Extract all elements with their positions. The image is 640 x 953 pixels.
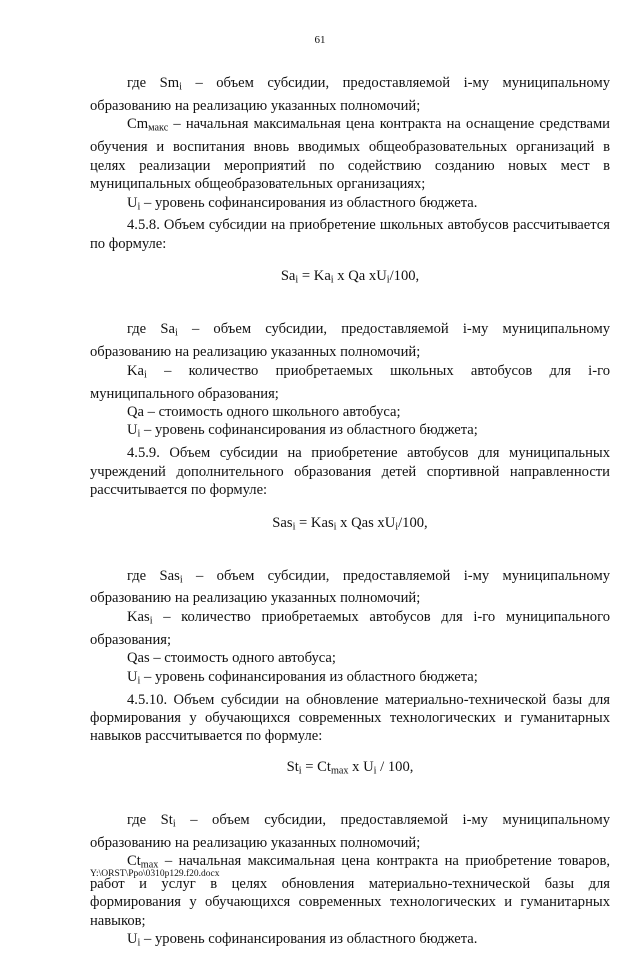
subscript: i bbox=[295, 274, 299, 286]
paragraph bbox=[90, 811, 610, 852]
text-segment: – начальная максимальная цена контракта на оснащение средствами обучения и воспитания вновь вводимых общеобразовательных организаций в целях реализации мероприятий по содействию созданию новых мест в муниципальных общеобразовательных организациях; bbox=[90, 116, 610, 193]
paragraph bbox=[90, 608, 610, 649]
text-segment: где Sm bbox=[127, 75, 180, 91]
text-segment: x U bbox=[348, 758, 374, 775]
text-segment: – уровень софинансирования из областного бюджета. bbox=[140, 931, 478, 948]
text-segment: где Sa bbox=[127, 321, 175, 338]
text-segment: x Qas xU bbox=[336, 514, 396, 531]
text-segment: Qa – стоимость одного школьного автобуса; bbox=[127, 403, 401, 420]
text-segment: 4.5.10. Объем субсидии на обновление материально-технической базы для формирования у обучающихся современных технологических и гуманитарных навыков рассчитывается по формуле: bbox=[90, 691, 610, 745]
paragraph bbox=[90, 421, 610, 444]
subscript: i bbox=[330, 274, 334, 286]
text-segment: Ka bbox=[127, 362, 145, 379]
paragraph bbox=[90, 649, 610, 667]
file-path-footer: Y:\ORST\Ppo\0310p129.f20.docx bbox=[90, 869, 220, 879]
text-segment: где Sas bbox=[127, 567, 180, 584]
text-segment: где St bbox=[127, 811, 173, 828]
text-segment: Sas bbox=[272, 514, 293, 531]
paragraph bbox=[90, 362, 610, 403]
text-segment: Ct bbox=[127, 853, 141, 870]
subscript: i bbox=[298, 765, 302, 777]
text-segment: x Qa xU bbox=[333, 268, 387, 285]
subscript: max bbox=[330, 765, 349, 777]
text-segment: 4.5.9. Объем субсидии на приобретение автобусов для муниципальных учреждений дополнительного образования детей спортивной направленности рассчитывается по формуле: bbox=[90, 445, 610, 499]
text-segment: – объем субсидии, предоставляемой i-му муниципальному образованию на реализацию указанных полномочий; bbox=[90, 321, 610, 361]
text-segment: – объем субсидии, предоставляемой i-му муниципальному образованию на реализацию указанных полномочий; bbox=[90, 567, 610, 607]
paragraph bbox=[90, 403, 610, 421]
text-segment: – количество приобретаемых школьных автобусов для i-го муниципального образования; bbox=[90, 362, 610, 402]
subscript: i bbox=[292, 521, 296, 533]
text-segment: – уровень софинансирования из областного бюджета. bbox=[140, 194, 478, 211]
text-segment: – уровень софинансирования из областного бюджета; bbox=[140, 422, 478, 439]
text-segment: Cm bbox=[127, 116, 149, 133]
subscript: i bbox=[373, 765, 377, 777]
paragraph bbox=[90, 444, 610, 499]
text-segment: Qas – стоимость одного автобуса; bbox=[127, 650, 336, 667]
subscript: i bbox=[137, 201, 141, 213]
paragraph bbox=[90, 852, 610, 930]
paragraph bbox=[90, 320, 610, 361]
subscript: max bbox=[140, 859, 159, 871]
subscript: i bbox=[149, 615, 153, 627]
text-segment: Kas bbox=[127, 608, 150, 625]
paragraph bbox=[90, 194, 610, 217]
subscript: i bbox=[395, 521, 399, 533]
subscript: i bbox=[137, 675, 141, 687]
subscript: i bbox=[144, 369, 147, 381]
subscript: i bbox=[179, 574, 183, 586]
paragraph bbox=[90, 74, 610, 115]
text-segment: – начальная максимальная цена контракта на приобретение товаров, работ и услуг в целях обновления материально-технической базы для формирования у обучающихся современных технологических и гуманитарных навыков; bbox=[90, 853, 610, 929]
text-segment: /100, bbox=[389, 268, 420, 285]
subscript: макс bbox=[148, 122, 169, 134]
text-segment: Sa bbox=[280, 268, 296, 285]
formula bbox=[90, 267, 610, 290]
formula bbox=[90, 758, 610, 781]
subscript: i bbox=[137, 428, 141, 440]
text-segment: = Ka bbox=[298, 268, 331, 285]
paragraph bbox=[90, 115, 610, 193]
paragraph bbox=[90, 691, 610, 746]
paragraph bbox=[90, 930, 610, 953]
formula bbox=[90, 514, 610, 537]
text-segment: = Kas bbox=[295, 514, 334, 531]
text-segment: U bbox=[127, 422, 138, 439]
page-number: 61 bbox=[314, 34, 326, 46]
text-segment: / 100, bbox=[376, 758, 414, 775]
subscript: i bbox=[333, 521, 337, 533]
text-segment: – количество приобретаемых автобусов для i-го муниципального образования; bbox=[90, 608, 610, 648]
subscript: i bbox=[174, 327, 178, 339]
text-segment: U bbox=[127, 194, 138, 211]
subscript: i bbox=[386, 274, 390, 286]
text-segment: – объем субсидии, предоставляемой i-му муниципальному образованию на реализацию указанных полномочий; bbox=[90, 75, 610, 114]
text-segment: 4.5.8. Объем субсидии на приобретение школьных автобусов рассчитывается по формуле: bbox=[90, 217, 610, 252]
text-segment: – объем субсидии, предоставляемой i-му муниципальному образованию на реализацию указанных полномочий; bbox=[90, 811, 610, 851]
text-segment: – уровень софинансирования из областного бюджета; bbox=[140, 668, 478, 685]
text-segment: U bbox=[127, 931, 138, 948]
subscript: i bbox=[172, 818, 176, 830]
text-segment: St bbox=[286, 758, 299, 775]
subscript: i bbox=[179, 81, 182, 93]
text-segment: = Ct bbox=[301, 758, 331, 775]
text-segment: U bbox=[127, 668, 138, 685]
paragraph bbox=[90, 216, 610, 253]
subscript: i bbox=[137, 937, 141, 949]
document-body bbox=[90, 74, 610, 953]
text-segment: /100, bbox=[398, 514, 428, 531]
paragraph bbox=[90, 567, 610, 608]
paragraph bbox=[90, 668, 610, 691]
